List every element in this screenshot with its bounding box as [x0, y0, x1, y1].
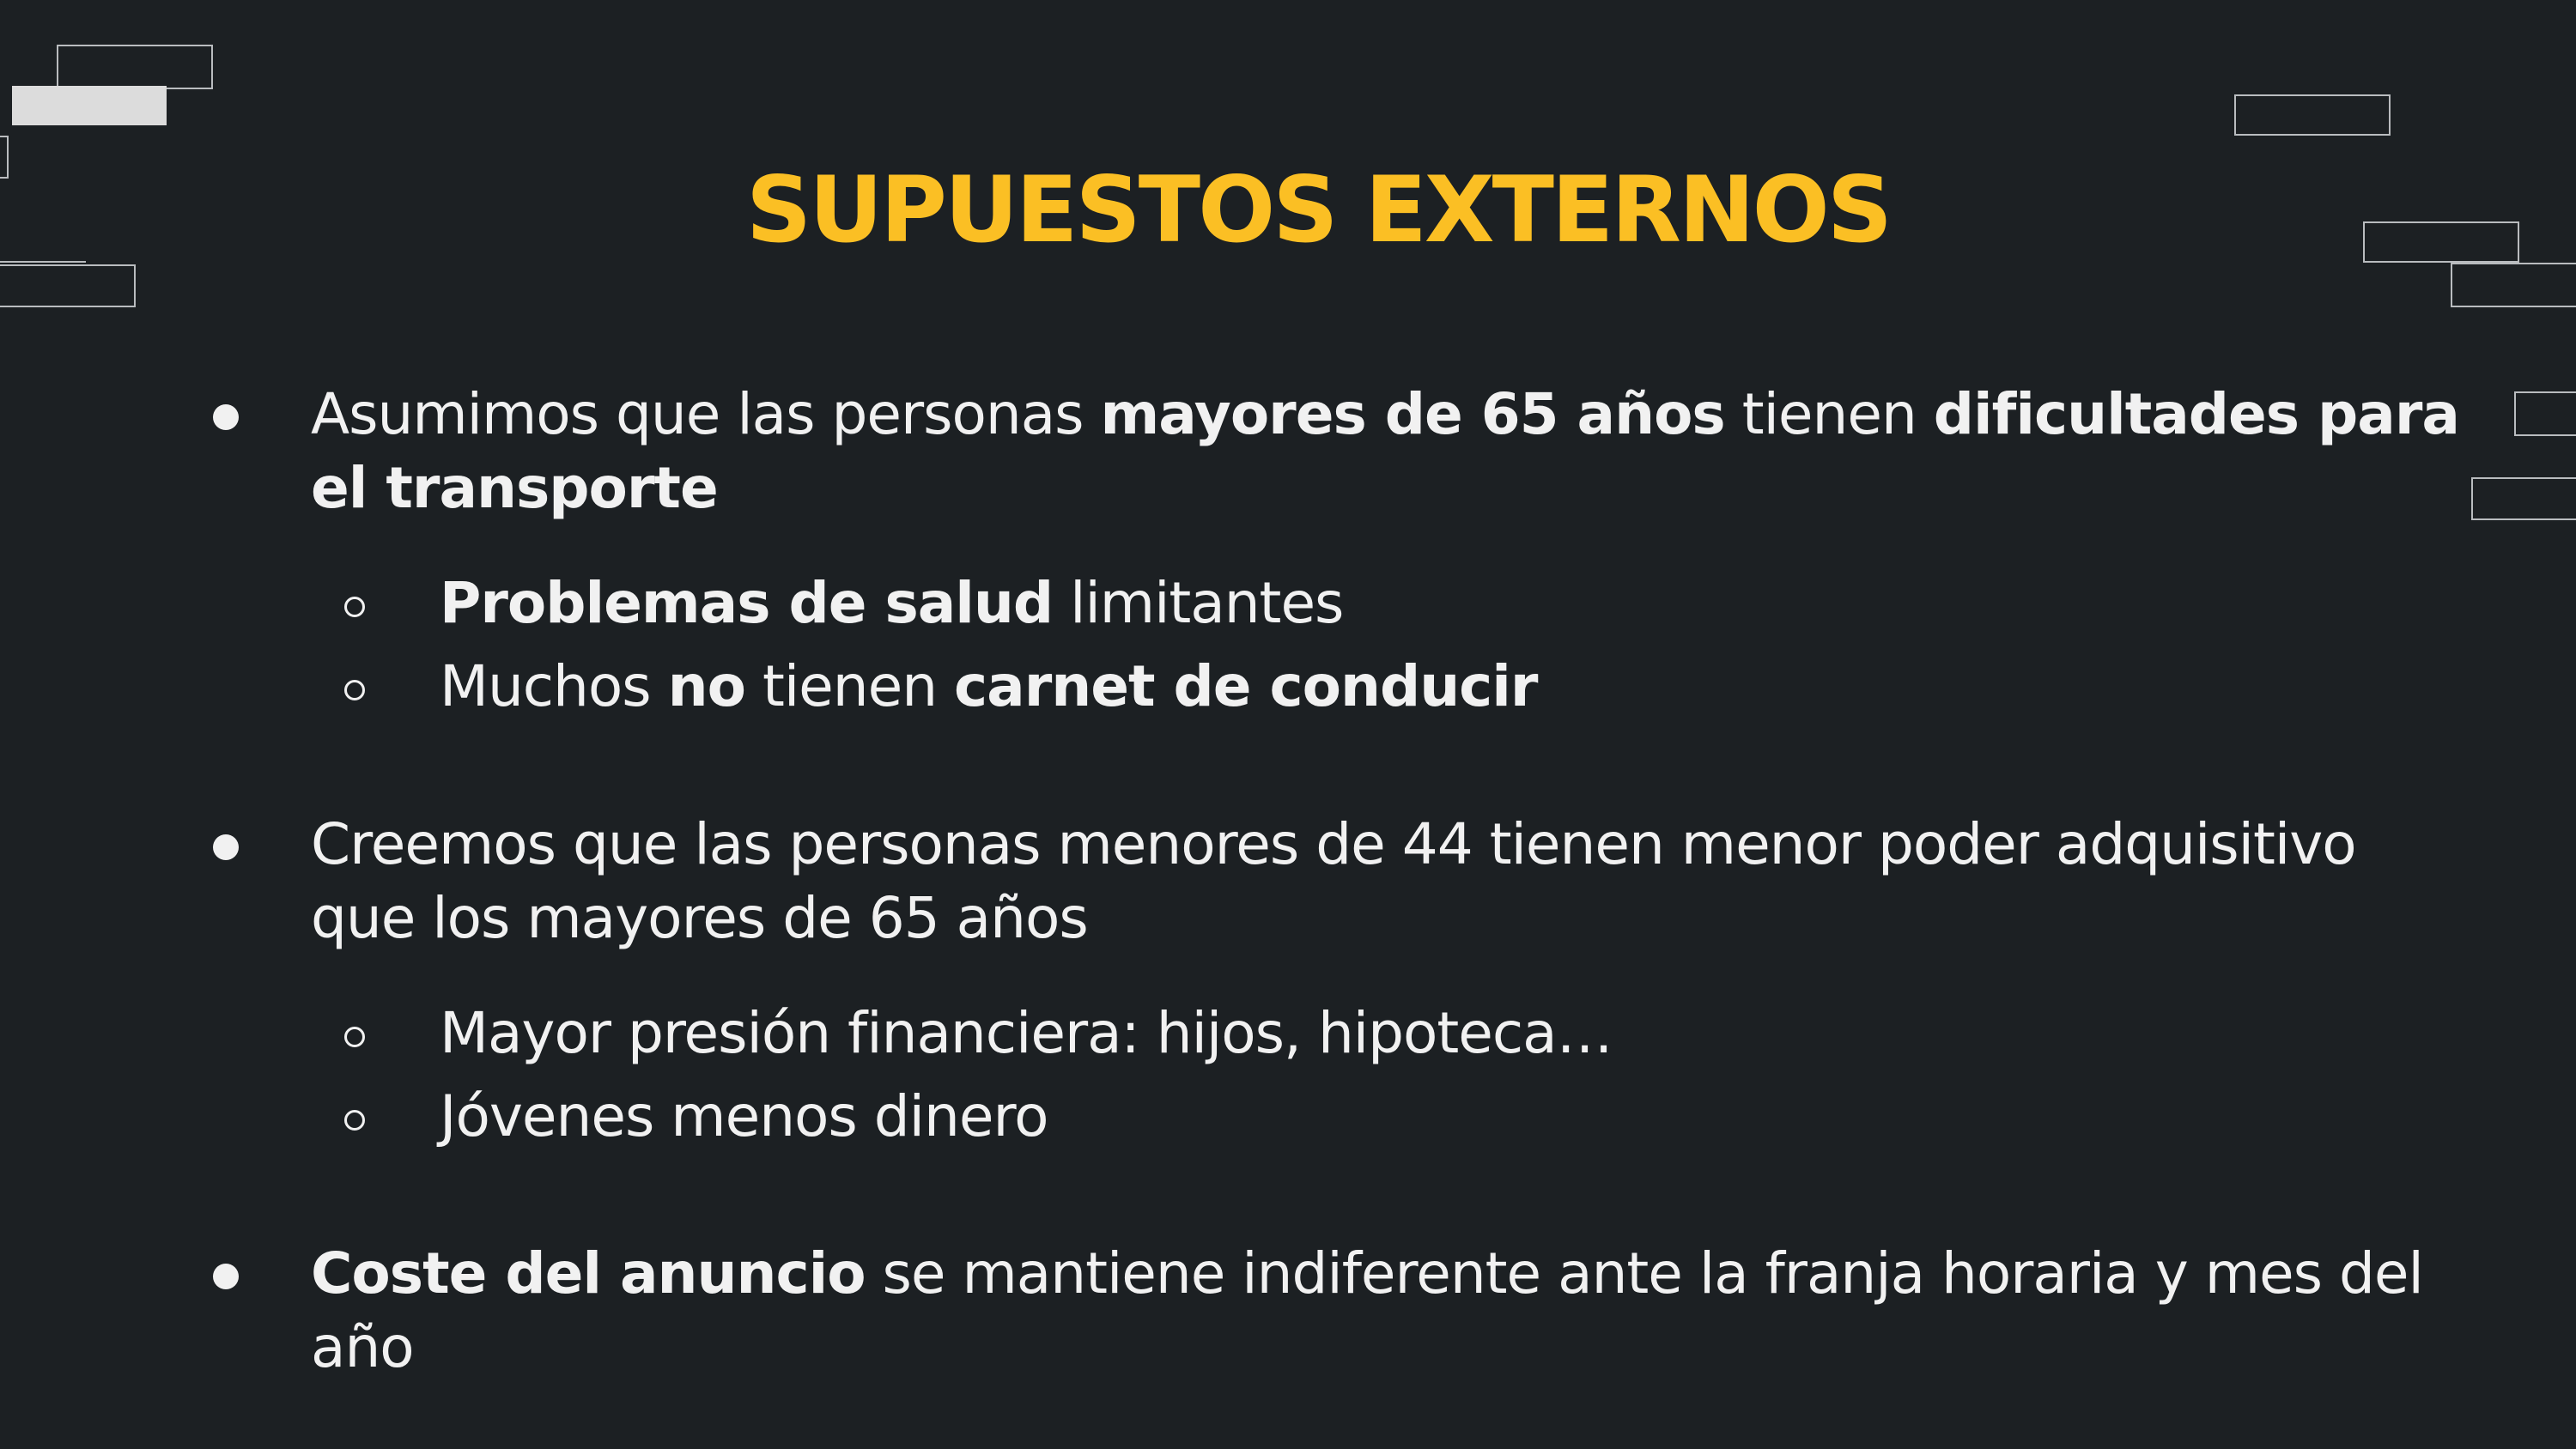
- bullet-dot: [213, 1264, 239, 1289]
- sub-bullet-ring: [344, 1110, 365, 1131]
- sub-bullet-ring: [344, 597, 365, 617]
- bullet-dot: [213, 834, 239, 860]
- bullet-1-sub-2: Muchos no tienen carnet de conducir: [440, 653, 1538, 719]
- bullet-1-sub-1: Problemas de salud limitantes: [440, 570, 1344, 636]
- sub-bullet-ring: [344, 1027, 365, 1047]
- bullet-2-text: Creemos que las personas menores de 44 tienen menor poder adquisitivo que los mayores de 65 años: [311, 811, 2356, 951]
- bullet-1-text: Asumimos que las personas mayores de 65 años tienen dificultades para el transporte: [311, 381, 2459, 521]
- bullet-2-sub-1: Mayor presión financiera: hijos, hipoteca…: [440, 1000, 1613, 1066]
- sub-bullet-ring: [344, 680, 365, 700]
- bullet-2-sub-2: Jóvenes menos dinero: [440, 1083, 1048, 1149]
- slide-title: SUPUESTOS EXTERNOS: [745, 157, 1891, 263]
- bullet-3-text: Coste del anuncio se mantiene indiferente ante la franja horaria y mes del año: [311, 1240, 2423, 1380]
- bullet-dot: [213, 404, 239, 430]
